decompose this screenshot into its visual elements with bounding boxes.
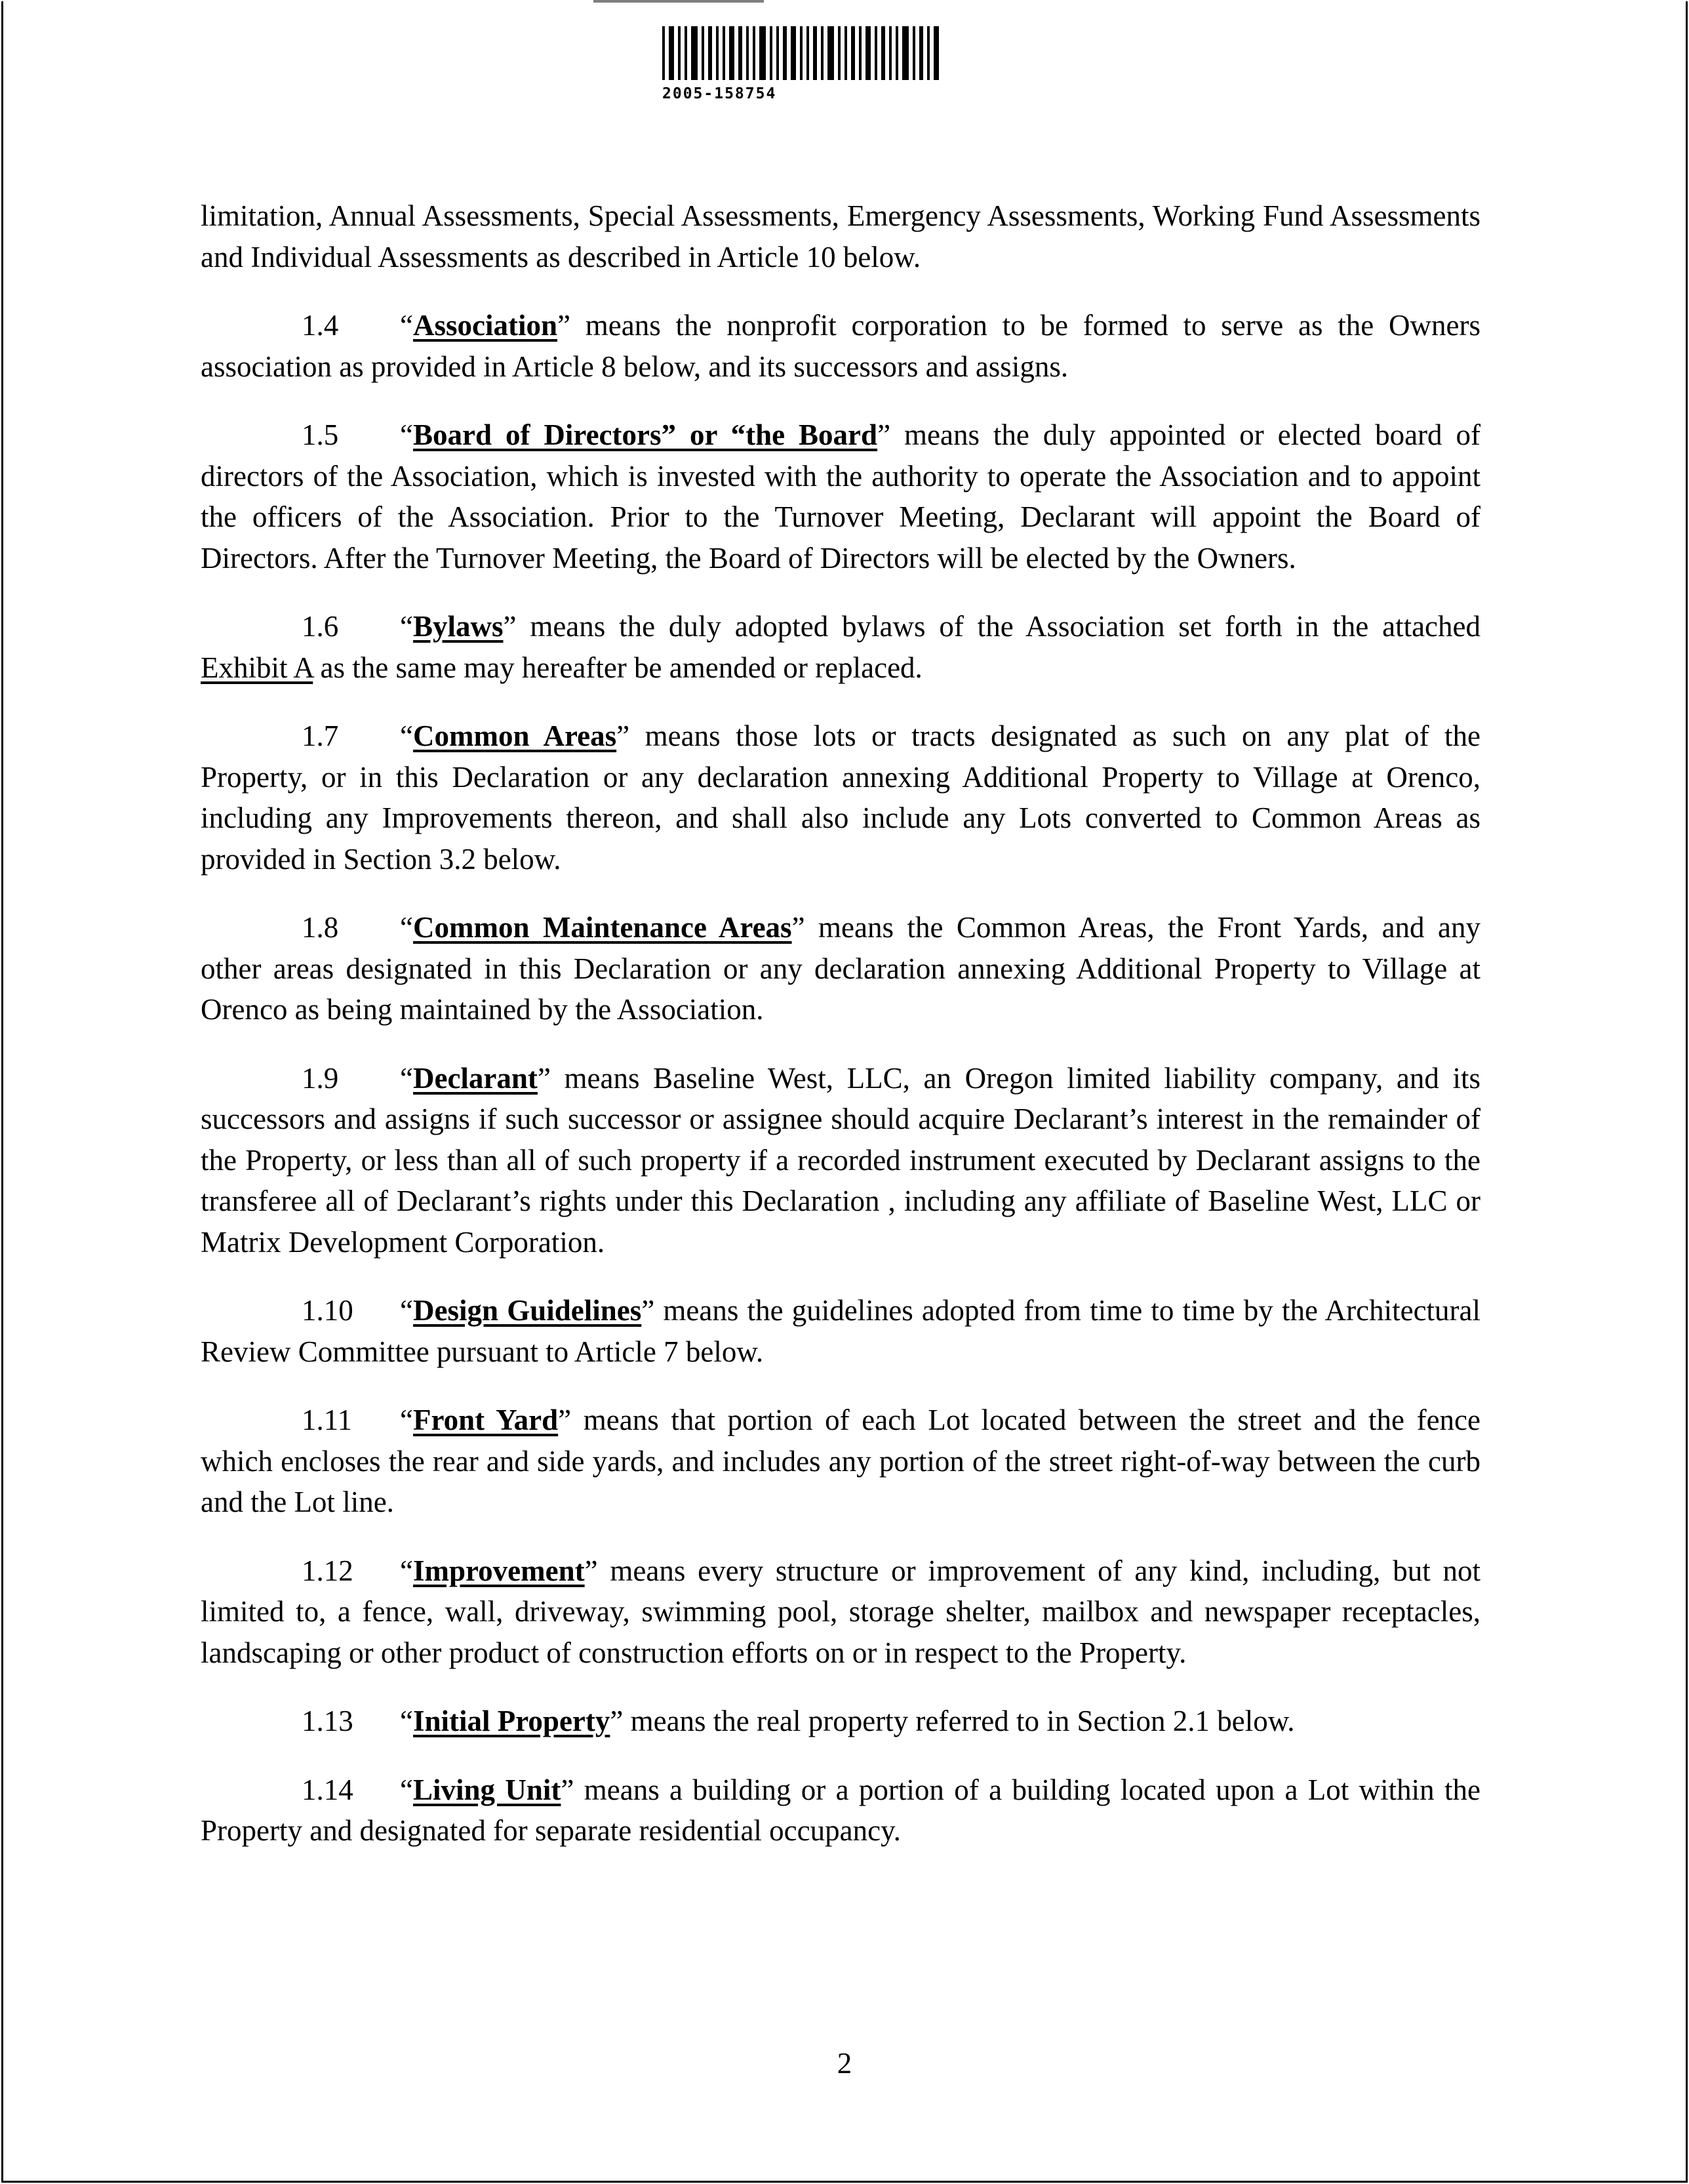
barcode-bar (708, 26, 712, 80)
open-quote: “ (400, 418, 413, 451)
barcode-bar (729, 26, 734, 80)
scan-edge-mark (593, 0, 764, 3)
barcode-bar (813, 26, 817, 80)
barcode-number: 2005-158754 (662, 85, 777, 102)
barcode-bar (806, 26, 809, 80)
definition-paragraph (201, 606, 1480, 688)
barcode-bar (881, 26, 885, 80)
definition-text: ” means the duly adopted bylaws of the Association set forth in the attached (503, 610, 1480, 643)
barcode-bar (800, 26, 803, 80)
definition-text: ” means the Common Areas, the Front Yards, and any other areas designated in this Declaration or any declaration annexing Additional Property to Village at Orenco as being maintained by the Association. (201, 911, 1480, 1026)
document-body (201, 195, 1480, 1879)
barcode-bar (838, 26, 841, 80)
definition-paragraph (201, 1290, 1480, 1372)
exhibit-reference: Exhibit A (201, 651, 313, 684)
definition-paragraph (201, 415, 1480, 578)
section-number: 1.11 (302, 1404, 353, 1436)
barcode-bar (919, 26, 923, 80)
definition-paragraph (201, 305, 1480, 387)
barcode-bar (678, 26, 681, 80)
defined-term: Front Yard (412, 1404, 559, 1436)
definition-text: ” means the duly appointed or elected board of directors of the Association, which is invested with the authority to operate the Association and to appoint the officers of the Association. Prior to the Turnover Meeting, Declarant will appoint the Board of Directors. After the Turnover Meeting, the Board of Directors will be elected by the Owners. (201, 418, 1480, 575)
barcode-bar (821, 26, 824, 80)
barcode-bar (934, 26, 939, 80)
defined-term: Bylaws (412, 610, 504, 643)
definition-text: ” means a building or a portion of a building located upon a Lot within the Property and designated for separate residential occupancy. (201, 1773, 1480, 1847)
barcode-bar (902, 26, 909, 80)
definition-paragraph (201, 1769, 1480, 1851)
definition-text: ” means the guidelines adopted from time to time by the Architectural Review Committee pursuant to Article 7 below. (201, 1294, 1481, 1368)
barcode-bar (669, 26, 674, 80)
barcode-bar (851, 26, 855, 80)
definition-text: ” means Baseline West, LLC, an Oregon limited liability company, and its successors and assigns if such successor or assignee should acquire Declarant’s interest in the remainder of the Property, or less than all of such property if a recorded instrument executed by Declarant assigns to the transferee all of Declarant’s rights under this Declaration , including any affiliate of Baseline West, LLC or Matrix Development Corporation. (201, 1061, 1480, 1259)
open-quote: “ (400, 1404, 413, 1436)
barcode-bar (685, 26, 687, 80)
open-quote: “ (400, 309, 413, 342)
barcode-bar (844, 26, 847, 80)
barcode-bar (759, 26, 766, 80)
definition-paragraph (201, 907, 1480, 1030)
barcode-bar (753, 26, 755, 80)
section-number: 1.13 (302, 1705, 353, 1737)
barcode-block (662, 26, 961, 102)
definition-paragraph (201, 716, 1480, 880)
intro-paragraph: limitation, Annual Assessments, Special Assessments, Emergency Assessments, Working Fund Assessments and Individual Assessments as described in Article 10 below. (201, 199, 1480, 273)
definition-paragraph (201, 1550, 1480, 1674)
definition-text: ” means every structure or improvement of any kind, including, but not limited to, a fence, wall, driveway, swimming pool, storage shelter, mailbox and newspaper receptacles, landscaping or other product of construction efforts on or in respect to the Property. (201, 1554, 1480, 1669)
barcode-bar (691, 26, 698, 80)
section-number: 1.5 (302, 418, 339, 451)
defined-term: Declarant (412, 1061, 538, 1095)
open-quote: “ (400, 1061, 413, 1095)
barcode-bar (859, 26, 862, 80)
barcode-bar (716, 26, 719, 80)
open-quote: “ (400, 911, 413, 944)
section-number: 1.12 (302, 1554, 353, 1587)
barcode-bar (723, 26, 725, 80)
defined-term: Board of Directors” or “the Board (412, 418, 878, 451)
section-number: 1.9 (302, 1061, 339, 1095)
definition-text-continued: as the same may hereafter be amended or replaced. (313, 651, 923, 684)
barcode-bar (927, 26, 930, 80)
barcode-bar (913, 26, 915, 80)
section-number: 1.4 (302, 309, 339, 342)
definition-paragraph (201, 1400, 1480, 1523)
barcode-image (662, 26, 961, 80)
open-quote: “ (400, 1554, 413, 1587)
barcode-bar (791, 26, 796, 80)
open-quote: “ (400, 1773, 413, 1806)
barcode-bar (662, 26, 665, 80)
barcode-bar (889, 26, 892, 80)
defined-term: Improvement (412, 1554, 585, 1587)
defined-term: Initial Property (412, 1705, 610, 1737)
definition-paragraph (201, 1701, 1480, 1742)
barcode-bar (875, 26, 877, 80)
barcode-bar (746, 26, 749, 80)
definition-text: ” means the real property referred to in Section 2.1 below. (610, 1705, 1295, 1737)
open-quote: “ (400, 719, 413, 752)
barcode-bar (776, 26, 779, 80)
barcode-bar (702, 26, 704, 80)
defined-term: Association (412, 309, 557, 342)
defined-term: Design Guidelines (412, 1294, 642, 1327)
section-number: 1.7 (302, 719, 339, 752)
definition-paragraph (201, 1058, 1480, 1263)
section-number: 1.6 (302, 610, 339, 643)
definition-text: ” means that portion of each Lot located between the street and the fence which encloses the rear and side yards, and includes any portion of the street right-of-way between the curb and the Lot line. (201, 1404, 1481, 1518)
barcode-bar (783, 26, 787, 80)
barcode-bar (827, 26, 834, 80)
definition-text: ” means the nonprofit corporation to be formed to serve as the Owners association as provided in Article 8 below, and its successors and assigns. (201, 309, 1480, 383)
defined-term: Common Areas (412, 719, 617, 752)
defined-term: Common Maintenance Areas (412, 911, 792, 944)
section-number: 1.14 (302, 1773, 353, 1806)
page-number: 2 (837, 2047, 852, 2080)
open-quote: “ (400, 610, 413, 643)
open-quote: “ (400, 1294, 413, 1327)
barcode-bar (896, 26, 898, 80)
definition-text: ” means those lots or tracts designated as such on any plat of the Property, or in this Declaration or any declaration annexing Additional Property to Village at Orenco, including any Improvements thereon, and shall also include any Lots converted to Common Areas as provided in Section 3.2 below. (201, 719, 1480, 876)
section-number: 1.10 (302, 1294, 353, 1327)
open-quote: “ (400, 1705, 413, 1737)
barcode-bar (865, 26, 871, 80)
defined-term: Living Unit (412, 1773, 561, 1806)
section-number: 1.8 (302, 911, 339, 944)
definitions-list (201, 305, 1480, 1851)
barcode-bar (770, 26, 772, 80)
barcode-bar (738, 26, 742, 80)
